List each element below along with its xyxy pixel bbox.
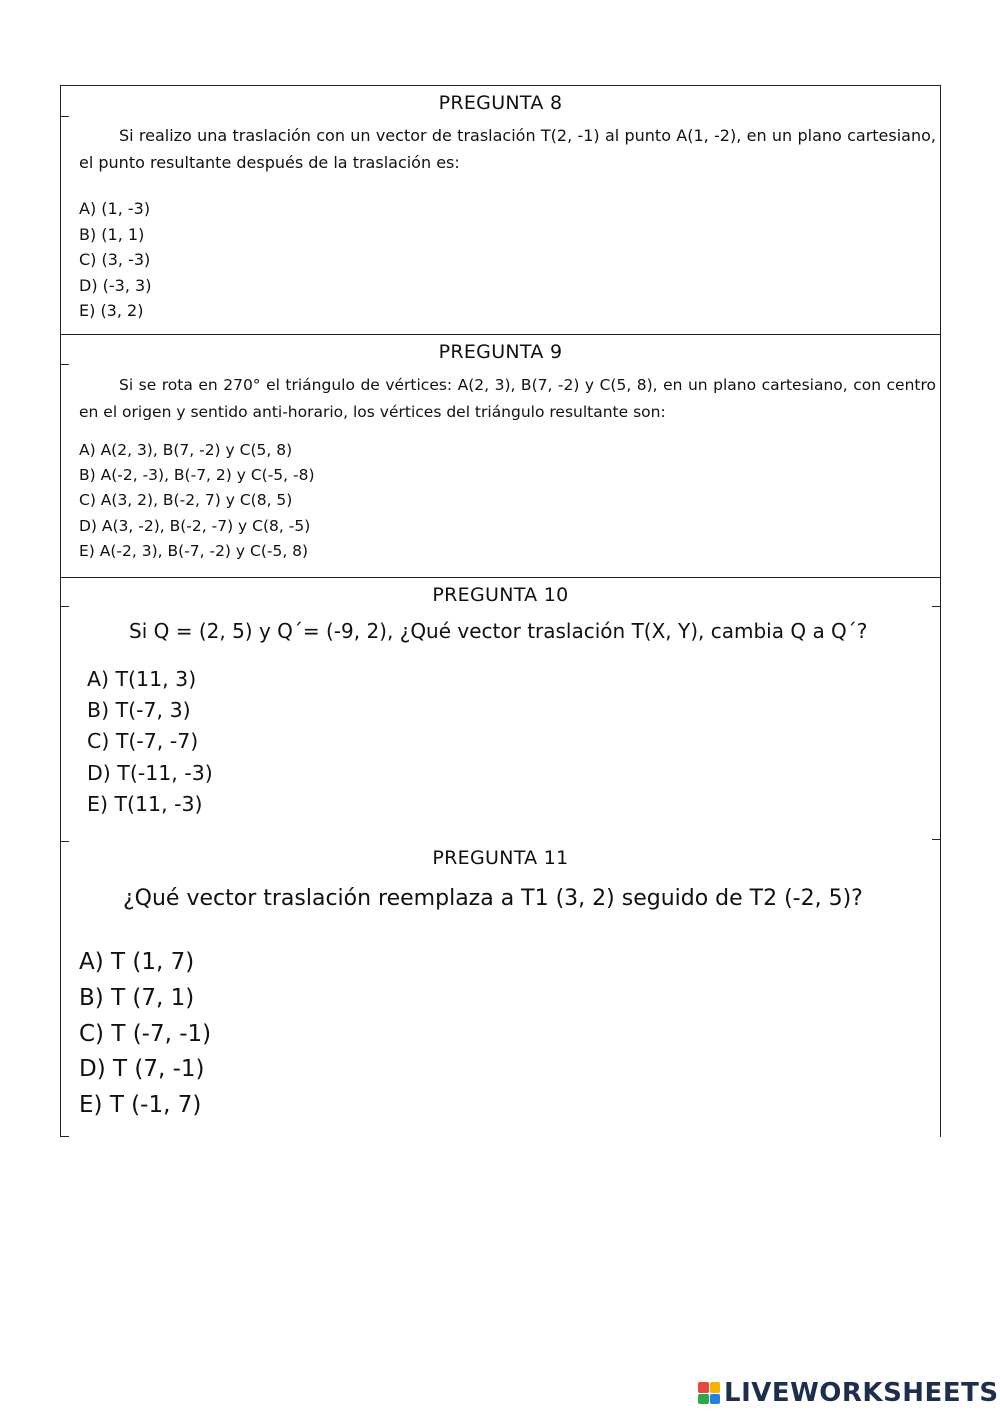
frame-tick [60, 841, 69, 842]
answer-option[interactable]: E) (3, 2) [79, 301, 144, 320]
answer-option[interactable]: A) (1, -3) [79, 199, 151, 218]
answer-option[interactable]: E) T(11, -3) [87, 791, 203, 816]
worksheet-frame [60, 85, 941, 1137]
answer-option[interactable]: A) T (1, 7) [79, 949, 195, 975]
answer-option[interactable]: B) T (7, 1) [79, 984, 195, 1011]
question-statement-text: Si realizo una traslación con un vector de traslación T(2, -1) al punto A(1, -2), en un plano cartesiano, el punto resultante después de la traslación es: [79, 126, 936, 172]
question-statement [79, 372, 936, 426]
answer-option[interactable]: D) T(-11, -3) [87, 760, 213, 785]
answer-option[interactable]: C) T (-7, -1) [79, 1020, 212, 1047]
answer-option[interactable]: D) (-3, 3) [79, 275, 152, 295]
frame-tick [60, 606, 69, 607]
answer-option[interactable]: C) (3, -3) [79, 250, 151, 269]
answer-options [79, 945, 211, 1124]
answer-option[interactable]: C) A(3, 2), B(-2, 7) y C(8, 5) [79, 491, 293, 510]
logo-square [698, 1382, 709, 1393]
question-title: PREGUNTA 8 [438, 92, 563, 114]
logo-square [710, 1382, 721, 1393]
question-statement: Si Q = (2, 5) y Q´= (-9, 2), ¿Qué vector traslación T(X, Y), cambia Q a Q´? [129, 619, 868, 643]
frame-tick [60, 364, 69, 365]
answer-option[interactable]: B) (1, 1) [79, 224, 145, 244]
liveworksheets-logo[interactable] [698, 1378, 999, 1408]
answer-option[interactable]: E) A(-2, 3), B(-7, -2) y C(-5, 8) [79, 541, 309, 560]
answer-option[interactable]: B) A(-2, -3), B(-7, 2) y C(-5, -8) [79, 466, 315, 485]
answer-option[interactable]: D) A(3, -2), B(-2, -7) y C(8, -5) [79, 516, 311, 535]
frame-tick [60, 1136, 69, 1137]
question-11 [61, 841, 940, 1137]
question-10 [61, 577, 940, 842]
answer-option[interactable]: D) T (7, -1) [79, 1056, 205, 1083]
frame-tick [932, 839, 941, 840]
answer-options [79, 196, 151, 324]
answer-option[interactable]: A) A(2, 3), B(7, -2) y C(5, 8) [79, 441, 293, 459]
answer-option[interactable]: C) T(-7, -7) [87, 729, 199, 754]
question-title: PREGUNTA 9 [438, 341, 563, 363]
answer-options [87, 664, 213, 820]
question-title: PREGUNTA 10 [432, 584, 569, 606]
question-9 [61, 334, 940, 578]
logo-square [710, 1394, 721, 1405]
liveworksheets-logo-icon [698, 1382, 720, 1404]
frame-tick [932, 606, 941, 607]
answer-options [79, 438, 315, 564]
brand-name: LIVEWORKSHEETS [724, 1378, 999, 1408]
answer-option[interactable]: A) T(11, 3) [87, 667, 197, 691]
answer-option[interactable]: E) T (-1, 7) [79, 1092, 202, 1119]
question-title: PREGUNTA 11 [432, 847, 569, 869]
question-statement: ¿Qué vector traslación reemplaza a T1 (3, 2) seguido de T2 (-2, 5)? [123, 886, 863, 911]
question-8 [61, 86, 940, 334]
frame-tick [60, 116, 69, 117]
logo-square [698, 1394, 709, 1405]
answer-option[interactable]: B) T(-7, 3) [87, 698, 191, 723]
question-statement [79, 122, 936, 176]
question-statement-text: Si se rota en 270° el triángulo de vértices: A(2, 3), B(7, -2) y C(5, 8), en un plano cartesiano, con centro en el origen y sentido anti-horario, los vértices del triángulo resultante son: [79, 376, 936, 421]
